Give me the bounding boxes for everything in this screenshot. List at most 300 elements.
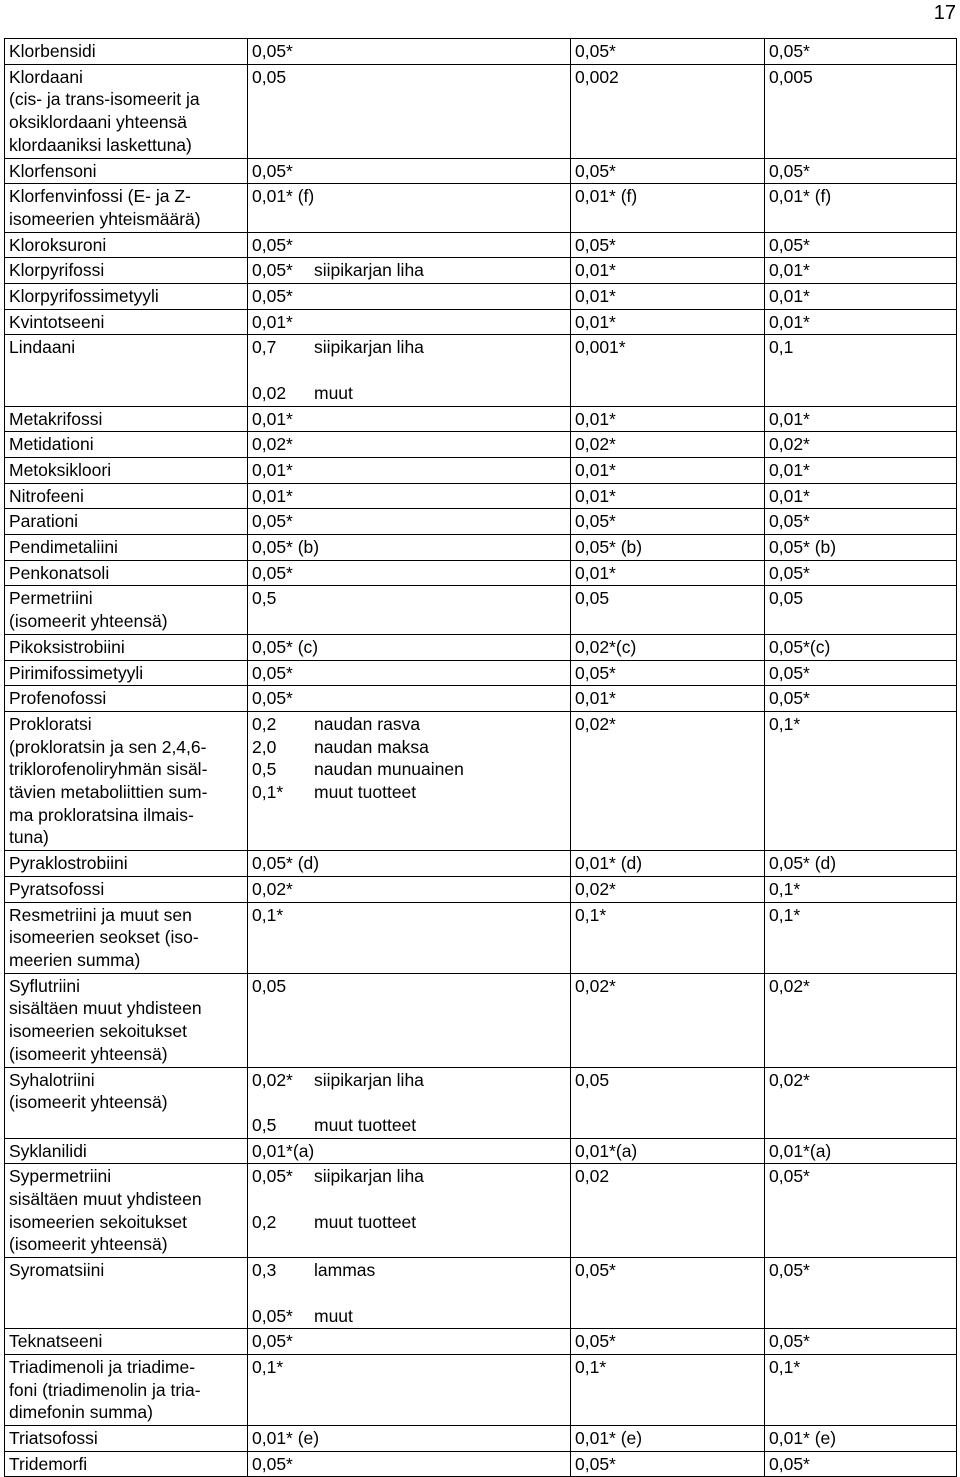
limit-cell-2: [571, 1164, 765, 1258]
substance-name-cell: [5, 686, 248, 712]
limit-value: 0,05*: [252, 1166, 293, 1187]
limit-value: 0,05* (b): [575, 537, 643, 558]
limit-cell-2: [571, 851, 765, 877]
substance-name-line: Klordaani: [9, 66, 83, 87]
limit-cell-2: [571, 184, 765, 232]
limit-entry: [252, 285, 566, 308]
table-row: [5, 232, 957, 258]
limit-cell-2: [571, 432, 765, 458]
limit-cell-2: [571, 1426, 765, 1452]
limit-value: 0,05*: [769, 562, 810, 583]
table-row: [5, 483, 957, 509]
limit-cell-3: [765, 184, 957, 232]
limit-cell-1: [248, 1164, 571, 1258]
substance-name-cell: [5, 232, 248, 258]
limit-value: 0,01*: [575, 562, 616, 583]
limit-value: 0,05* (b): [252, 537, 320, 558]
limit-value: 0,05*: [769, 688, 810, 709]
limit-cell-1: [248, 432, 571, 458]
limit-value: 0,01*: [575, 688, 616, 709]
limit-cell-1: [248, 1329, 571, 1355]
limit-entry: [252, 382, 566, 405]
limit-cell-2: [571, 1329, 765, 1355]
limit-cell-1: [248, 158, 571, 184]
limit-value: 0,05*: [252, 511, 293, 532]
limit-value: 0,05* (b): [769, 537, 837, 558]
limit-value: 0,05*: [769, 511, 810, 532]
limit-value: 0,01*: [575, 260, 616, 281]
substance-name-cell: [5, 39, 248, 65]
substance-name-line: Nitrofeeni: [9, 485, 84, 506]
table-row: [5, 39, 957, 65]
substance-name-cell: [5, 1451, 248, 1477]
substance-name-line: Prokloratsi: [9, 713, 92, 734]
limit-value: 0,02: [575, 1166, 610, 1187]
limit-value: 0,01* (e): [575, 1428, 643, 1449]
substance-name-line: Parationi: [9, 511, 79, 532]
limit-cell-2: [571, 284, 765, 310]
substance-name-line: oksiklordaani yhteensä: [9, 112, 188, 133]
table-row: [5, 432, 957, 458]
substance-name-line: Klorfenvinfossi (E- ja Z-: [9, 186, 191, 207]
limit-value: 0,01*: [252, 485, 293, 506]
limit-value: 0,01*: [769, 311, 810, 332]
limit-value: 0,02*: [252, 878, 293, 899]
product-qualifier: naudan maksa: [314, 736, 429, 757]
limit-value: 0,05* (c): [252, 636, 319, 657]
limit-cell-1: [248, 483, 571, 509]
substance-name-cell: [5, 1164, 248, 1258]
table-row: [5, 184, 957, 232]
limit-value: 0,1*: [575, 904, 607, 925]
limit-value: 0,02*: [769, 1069, 810, 1090]
limit-value: 0,001*: [575, 337, 626, 358]
substance-name-cell: [5, 1067, 248, 1138]
substance-name-cell: [5, 158, 248, 184]
limit-value: 0,002: [575, 66, 619, 87]
table-row: [5, 1329, 957, 1355]
limit-value: 0,05*: [769, 1453, 810, 1474]
table-body: [5, 39, 957, 1477]
substance-name-line: Syflutriini: [9, 975, 80, 996]
limit-cell-3: [765, 232, 957, 258]
substance-name-cell: [5, 1258, 248, 1329]
limit-entry: [252, 1114, 566, 1137]
limit-cell-2: [571, 64, 765, 158]
substance-name-line: Lindaani: [9, 337, 76, 358]
limit-cell-3: [765, 64, 957, 158]
substance-name-cell: [5, 335, 248, 406]
table-row: [5, 309, 957, 335]
limit-cell-3: [765, 686, 957, 712]
limit-entry: [252, 160, 566, 183]
limit-value: 0,01*: [769, 260, 810, 281]
limit-value: 0,05*: [252, 1305, 293, 1326]
limit-value: 0,01* (e): [769, 1428, 837, 1449]
product-qualifier: muut tuotteet: [314, 1211, 417, 1232]
limit-cell-1: [248, 258, 571, 284]
substance-name-cell: [5, 876, 248, 902]
limit-value: 0,3: [252, 1260, 277, 1281]
limit-entry: [252, 1305, 566, 1328]
table-row: [5, 1067, 957, 1138]
limit-value: 0,5: [252, 759, 277, 780]
table-row: [5, 335, 957, 406]
limit-cell-3: [765, 335, 957, 406]
limit-cell-3: [765, 711, 957, 850]
limit-value: 0,02*: [575, 434, 616, 455]
substance-name-cell: [5, 1329, 248, 1355]
limit-entry: [252, 1427, 566, 1450]
substance-name-cell: [5, 1138, 248, 1164]
substance-name-cell: [5, 560, 248, 586]
limit-cell-3: [765, 1329, 957, 1355]
limit-value: 0,05*: [252, 662, 293, 683]
limit-value: 0,02*: [252, 434, 293, 455]
substance-name-line: Klorpyrifossimetyyli: [9, 286, 159, 307]
limit-cell-2: [571, 686, 765, 712]
product-qualifier: muut tuotteet: [314, 782, 417, 803]
limit-entry: [252, 311, 566, 334]
limit-entry: [252, 1356, 566, 1379]
limit-cell-3: [765, 39, 957, 65]
limit-cell-3: [765, 158, 957, 184]
limit-cell-1: [248, 232, 571, 258]
substance-name-line: foni (triadimenolin ja tria-: [9, 1379, 201, 1400]
limit-cell-1: [248, 1258, 571, 1329]
limit-cell-1: [248, 1451, 571, 1477]
limit-value: 0,01*: [252, 408, 293, 429]
limit-value: 0,05*: [252, 1331, 293, 1352]
table-row: [5, 876, 957, 902]
limit-value: 0,01* (f): [575, 186, 638, 207]
limit-cell-1: [248, 535, 571, 561]
limit-cell-2: [571, 158, 765, 184]
substance-name-line: Penkonatsoli: [9, 562, 110, 583]
limit-cell-3: [765, 258, 957, 284]
limit-cell-2: [571, 1451, 765, 1477]
limit-value: 0,05*: [252, 160, 293, 181]
limit-value: 2,0: [252, 736, 277, 757]
limit-value: 0,05*: [769, 41, 810, 61]
substance-name-cell: [5, 483, 248, 509]
limit-cell-3: [765, 1426, 957, 1452]
substance-name-line: Syromatsiini: [9, 1260, 105, 1281]
substance-name-line: Triatsofossi: [9, 1428, 98, 1449]
limit-value: 0,05: [575, 588, 610, 609]
substance-name-line: ma prokloratsina ilmais-: [9, 804, 194, 825]
substance-name-line: Pyratsofossi: [9, 878, 105, 899]
limit-entry: [252, 408, 566, 431]
table-row: [5, 560, 957, 586]
substance-name-line: Pirimifossimetyyli: [9, 662, 144, 683]
substance-name-line: Triadimenoli ja triadime-: [9, 1356, 196, 1377]
limit-value: 0,05*(c): [769, 636, 831, 657]
substance-name-cell: [5, 660, 248, 686]
limit-value: 0,05*: [769, 160, 810, 181]
table-row: [5, 660, 957, 686]
substance-name-line: Syklanilidi: [9, 1140, 87, 1161]
substance-name-line: isomeerien sekoitukset: [9, 1211, 187, 1232]
limit-value: 0,5: [252, 1114, 277, 1135]
limit-value: 0,05*: [769, 1166, 810, 1187]
limit-cell-1: [248, 457, 571, 483]
table-row: [5, 1258, 957, 1329]
substance-name-cell: [5, 586, 248, 634]
limit-value: 0,1*: [252, 1356, 284, 1377]
limit-cell-3: [765, 1451, 957, 1477]
limit-value: 0,05: [252, 66, 287, 87]
substance-name-cell: [5, 509, 248, 535]
limit-value: 0,05*: [252, 260, 293, 281]
limit-value: 0,05*: [575, 511, 616, 532]
limit-entry: [252, 662, 566, 685]
limit-cell-3: [765, 634, 957, 660]
limit-value: 0,05*: [769, 1260, 810, 1281]
table-row: [5, 258, 957, 284]
substance-name-line: Metidationi: [9, 434, 94, 455]
limit-entry: [252, 485, 566, 508]
substance-name-line: isomeerien sekoitukset: [9, 1021, 187, 1042]
limit-value: 0,01*: [575, 459, 616, 480]
limit-value: 0,01*: [252, 311, 293, 332]
limit-cell-3: [765, 309, 957, 335]
limit-value: 0,05*: [769, 1331, 810, 1352]
limit-cell-2: [571, 973, 765, 1067]
substance-name-line: Tridemorfi: [9, 1453, 88, 1474]
substance-name-cell: [5, 535, 248, 561]
substance-name-cell: [5, 309, 248, 335]
substance-name-line: Klorfensoni: [9, 160, 97, 181]
substance-name-cell: [5, 64, 248, 158]
limit-cell-1: [248, 902, 571, 973]
limit-cell-2: [571, 660, 765, 686]
limit-cell-2: [571, 1067, 765, 1138]
blank-line: [252, 359, 566, 382]
limit-cell-1: [248, 509, 571, 535]
table-row: [5, 711, 957, 850]
product-qualifier: muut tuotteet: [314, 1114, 417, 1135]
substance-name-line: (isomeerit yhteensä): [9, 611, 168, 632]
limit-value: 0,005: [769, 66, 813, 87]
limit-value: 0,1: [769, 337, 794, 358]
limit-cell-1: [248, 309, 571, 335]
limit-value: 0,05*: [252, 688, 293, 709]
limit-value: 0,02*: [769, 975, 810, 996]
limit-cell-1: [248, 660, 571, 686]
limit-cell-1: [248, 851, 571, 877]
product-qualifier: lammas: [314, 1260, 376, 1281]
limit-value: 0,01* (f): [769, 186, 832, 207]
limit-value: 0,05*: [769, 662, 810, 683]
substance-name-cell: [5, 711, 248, 850]
limit-entry: [252, 185, 566, 208]
limit-cell-3: [765, 535, 957, 561]
table-row: [5, 64, 957, 158]
limit-cell-3: [765, 1258, 957, 1329]
limit-entry: [252, 433, 566, 456]
limit-value: 0,01*: [769, 286, 810, 307]
table-row: [5, 851, 957, 877]
limit-value: 0,02*(c): [575, 636, 637, 657]
limit-value: 0,05: [769, 588, 804, 609]
limit-cell-3: [765, 284, 957, 310]
limit-entry: [252, 562, 566, 585]
limit-entry: [252, 459, 566, 482]
limit-cell-2: [571, 232, 765, 258]
substance-name-line: tuna): [9, 827, 49, 848]
limit-cell-3: [765, 1354, 957, 1425]
limit-cell-3: [765, 1164, 957, 1258]
table-row: [5, 1354, 957, 1425]
limit-value: 0,01*(a): [575, 1140, 638, 1161]
limit-cell-2: [571, 876, 765, 902]
limit-value: 0,05*: [252, 1453, 293, 1474]
table-row: [5, 1451, 957, 1477]
limit-cell-1: [248, 686, 571, 712]
limit-value: 0,05*: [575, 1260, 616, 1281]
limit-cell-1: [248, 64, 571, 158]
product-qualifier: siipikarjan liha: [314, 337, 424, 358]
limit-value: 0,01*: [575, 408, 616, 429]
substance-name-line: Resmetriini ja muut sen: [9, 904, 192, 925]
limit-cell-2: [571, 457, 765, 483]
limit-entry: [252, 904, 566, 927]
residue-limits-table: [4, 38, 957, 1477]
limit-value: 0,2: [252, 713, 277, 734]
limit-entry: [252, 1453, 566, 1476]
limit-value: 0,01*: [252, 459, 293, 480]
substance-name-cell: [5, 406, 248, 432]
blank-line: [252, 1282, 566, 1305]
limit-value: 0,02*: [575, 713, 616, 734]
table-row: [5, 634, 957, 660]
limit-value: 0,2: [252, 1211, 277, 1232]
limit-entry: [252, 1211, 566, 1234]
limit-cell-3: [765, 973, 957, 1067]
substance-name-line: Sypermetriini: [9, 1166, 112, 1187]
limit-cell-2: [571, 309, 765, 335]
substance-name-line: (isomeerit yhteensä): [9, 1234, 168, 1255]
limit-entry: [252, 40, 566, 63]
limit-cell-1: [248, 406, 571, 432]
limit-cell-3: [765, 457, 957, 483]
limit-entry: [252, 781, 566, 804]
substance-name-cell: [5, 973, 248, 1067]
limit-entry: [252, 1330, 566, 1353]
substance-name-line: (prokloratsin ja sen 2,4,6-: [9, 736, 207, 757]
limit-cell-2: [571, 711, 765, 850]
substance-name-line: meerien summa): [9, 950, 141, 970]
product-qualifier: naudan rasva: [314, 713, 421, 734]
limit-value: 0,01*: [769, 408, 810, 429]
limit-value: 0,1*: [769, 878, 801, 899]
limit-cell-2: [571, 535, 765, 561]
limit-cell-1: [248, 1067, 571, 1138]
limit-cell-3: [765, 586, 957, 634]
limit-cell-1: [248, 39, 571, 65]
limit-value: 0,02*: [575, 975, 616, 996]
limit-entry: [252, 713, 566, 736]
blank-line: [252, 1188, 566, 1211]
limit-entry: [252, 1140, 566, 1163]
limit-value: 0,01*(a): [769, 1140, 832, 1161]
limit-value: 0,05*: [575, 1331, 616, 1352]
substance-name-cell: [5, 1354, 248, 1425]
limit-entry: [252, 336, 566, 359]
substance-name-line: tävien metaboliittien sum-: [9, 782, 208, 803]
substance-name-line: Kvintotseeni: [9, 311, 105, 332]
limit-cell-1: [248, 335, 571, 406]
substance-name-line: sisältäen muut yhdisteen: [9, 1189, 202, 1210]
limit-cell-1: [248, 634, 571, 660]
substance-name-line: Profenofossi: [9, 688, 107, 709]
substance-name-line: klordaaniksi laskettuna): [9, 134, 192, 155]
substance-name-line: (isomeerit yhteensä): [9, 1092, 168, 1113]
substance-name-cell: [5, 634, 248, 660]
limit-value: 0,05*: [252, 41, 293, 61]
table-row: [5, 158, 957, 184]
limit-value: 0,1*: [769, 904, 801, 925]
limit-entry: [252, 259, 566, 282]
limit-cell-3: [765, 406, 957, 432]
limit-cell-1: [248, 1138, 571, 1164]
substance-name-line: sisältäen muut yhdisteen: [9, 998, 202, 1019]
limit-value: 0,5: [252, 588, 277, 609]
table-row: [5, 973, 957, 1067]
limit-cell-3: [765, 876, 957, 902]
substance-name-line: Pikoksistrobiini: [9, 636, 125, 657]
limit-value: 0,02*: [769, 434, 810, 455]
limit-cell-2: [571, 1354, 765, 1425]
limit-cell-2: [571, 586, 765, 634]
blank-line: [252, 1091, 566, 1114]
limit-cell-2: [571, 406, 765, 432]
substance-name-line: Pendimetaliini: [9, 537, 118, 558]
limit-cell-3: [765, 902, 957, 973]
limit-cell-2: [571, 258, 765, 284]
limit-value: 0,01*: [575, 311, 616, 332]
limit-cell-3: [765, 1138, 957, 1164]
table-row: [5, 406, 957, 432]
table-row: [5, 509, 957, 535]
limit-value: 0,05*: [575, 41, 616, 61]
table-row: [5, 1164, 957, 1258]
substance-name-cell: [5, 457, 248, 483]
limit-cell-1: [248, 560, 571, 586]
limit-entry: [252, 1165, 566, 1188]
limit-value: 0,05* (d): [252, 853, 320, 874]
limit-value: 0,1*: [252, 782, 284, 803]
limit-cell-1: [248, 1354, 571, 1425]
limit-entry: [252, 1259, 566, 1282]
limit-cell-2: [571, 560, 765, 586]
limit-cell-2: [571, 483, 765, 509]
limit-entry: [252, 687, 566, 710]
limit-cell-1: [248, 1426, 571, 1452]
limit-entry: [252, 636, 566, 659]
limit-value: 0,02*: [575, 878, 616, 899]
limit-entry: [252, 975, 566, 998]
table-row: [5, 686, 957, 712]
table-row: [5, 284, 957, 310]
substance-name-cell: [5, 184, 248, 232]
substance-name-line: triklorofenoliryhmän sisäl-: [9, 759, 208, 780]
limit-value: 0,05*: [575, 662, 616, 683]
limit-entry: [252, 536, 566, 559]
substance-name-line: Metoksikloori: [9, 459, 112, 480]
product-qualifier: siipikarjan liha: [314, 1166, 424, 1187]
